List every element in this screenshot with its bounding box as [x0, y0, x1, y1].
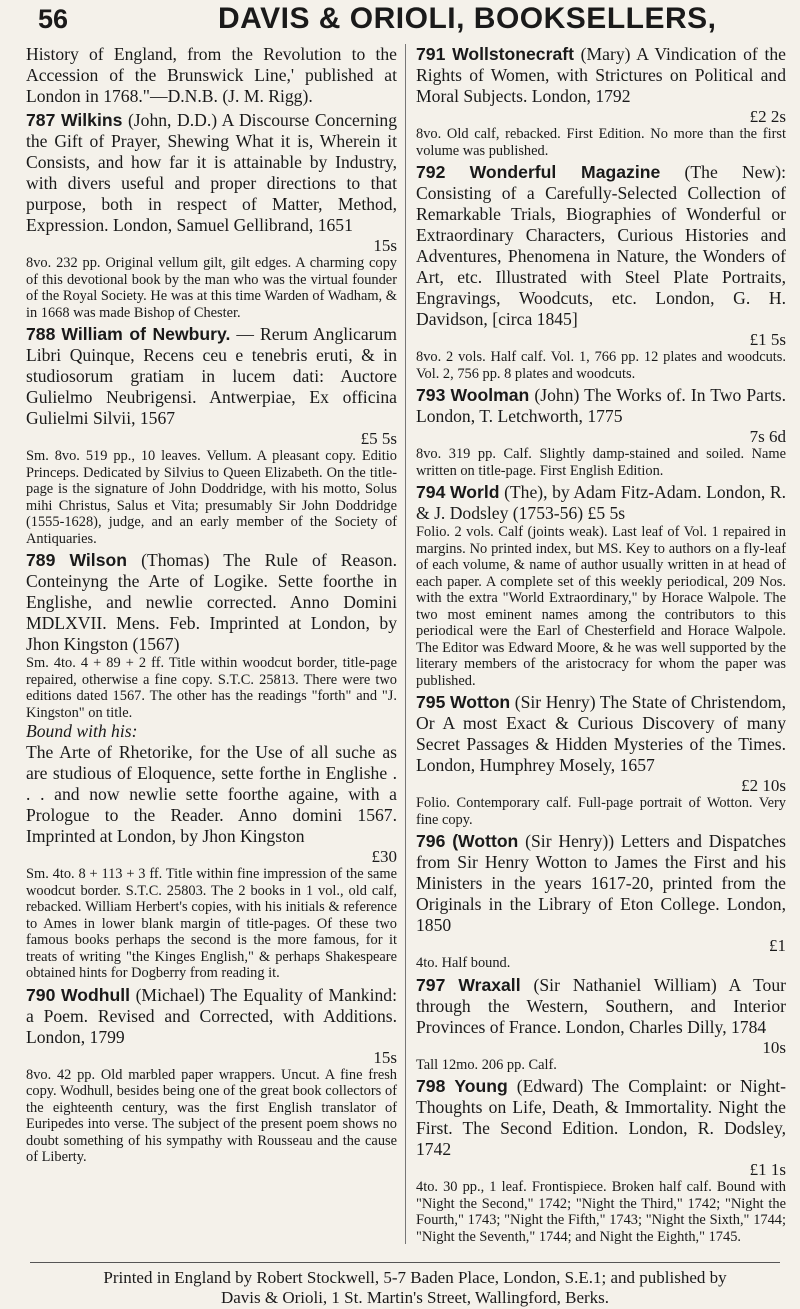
- entry-note: 8vo. 319 pp. Calf. Slightly damp-stained and soiled. Name written on title-page. First English Edition.: [416, 446, 786, 479]
- right-column: [416, 44, 786, 1248]
- imprint-line-2: Davis & Orioli, 1 St. Martin's Street, Wallingford, Berks.: [220, 1288, 610, 1307]
- entry-794: [416, 482, 786, 689]
- entry-title: (Michael) The Equality of Mankind: a Poem. Revised and Corrected, with Additions. London, 1799: [26, 984, 397, 1047]
- entry-author: Woolman: [450, 385, 530, 405]
- entry-author: World: [449, 482, 500, 502]
- entry-number: 791: [416, 44, 446, 64]
- entry-price: £1 1s: [749, 1160, 786, 1179]
- entry-number: 787: [26, 110, 56, 130]
- entry-number: 795: [416, 692, 446, 712]
- entry-number: 796: [416, 831, 446, 851]
- bound-with-label: Bound with his:: [26, 721, 138, 741]
- entry-792: [416, 162, 786, 382]
- entry-793: [416, 385, 786, 479]
- entry-price: £5 5s: [360, 429, 397, 448]
- entry-note: 8vo. Old calf, rebacked. First Edition. No more than the first volume was published.: [416, 126, 786, 159]
- entry-price: £2 10s: [741, 776, 786, 795]
- entry-text: History of England, from the Revolution to the Accession of the Brunswick Line,' published at London in 1768."—D.N.B. (J. M. Rigg).: [26, 44, 397, 106]
- entry-number: 792: [416, 162, 446, 182]
- entry-number: 798: [416, 1076, 446, 1096]
- entry-title: (Mary) A Vindication of the Rights of Women, with Strictures on Political and Moral Subjects. London, 1792: [416, 44, 786, 106]
- entry-note: 8vo. 232 pp. Original vellum gilt, gilt edges. A charming copy of this devotional book by the man who was the virtual founder of the Royal Society. He was at this time Warden of Wadham, & in 1668 was made Bishop of Chester.: [26, 255, 397, 321]
- sub-entry-price: £30: [371, 847, 397, 866]
- entry-title: (Edward) The Complaint: or Night-Thoughts on Life, Death, & Immortality. Night the First. The Second Edition. London, R. Dodsley, 1742: [416, 1076, 786, 1159]
- entry-title: (Sir Nathaniel William) A Tour through the Western, Southern, and Interior Provinces of France. London, Charles Dilly, 1784: [416, 974, 786, 1037]
- entry-798: [416, 1076, 786, 1245]
- entry-title: (John) The Works of. In Two Parts. London, T. Letchworth, 1775: [416, 385, 786, 426]
- entry-note: 8vo. 2 vols. Half calf. Vol. 1, 766 pp. 12 plates and woodcuts. Vol. 2, 756 pp. 8 plates and woodcuts.: [416, 349, 786, 382]
- entry-price: 10s: [762, 1037, 786, 1057]
- entry-price: 15s: [373, 1047, 397, 1067]
- entry-note: 8vo. 42 pp. Old marbled paper wrappers. Uncut. A fine fresh copy. Wodhull, besides being one of the great book collectors of the eighteenth century, was the first English translator of Euripedes into verse. The subject of the present poem shows no doubt something of his sympathy with Rousseau and the cause of Liberty.: [26, 1066, 397, 1165]
- printer-imprint: [50, 1268, 780, 1308]
- entry-note: Sm. 4to. 4 + 89 + 2 ff. Title within woodcut border, title-page repaired, otherwise a fine copy. S.T.C. 25813. There were two editions dated 1567. The other has the readings "forth" and "J. Kingston" on title.: [26, 655, 397, 721]
- entry-author: Wollstonecraft: [452, 44, 574, 64]
- entry-author: Wilkins: [60, 110, 123, 130]
- entry-author: Wotton: [449, 692, 511, 712]
- entry-789: [26, 550, 397, 982]
- entry-author: Wilson: [69, 550, 127, 570]
- entry-number: 793: [416, 385, 446, 405]
- sub-entry-note: Sm. 4to. 8 + 113 + 3 ff. Title within fine impression of the same woodcut border. S.T.C. 25803. The 2 books in 1 vol., old calf, rebacked. William Herbert's copies, with his initials & reference to Ames in lower blank margin of title-pages. Of these two famous books perhaps the second is the more famous, for it treats of writing "the Kinges English," & perhaps Shakespeare obtained hints for Dogberry from reading it.: [26, 866, 397, 981]
- entry-price: £1: [769, 936, 786, 955]
- sub-entry-title: The Arte of Rhetorike, for the Use of all suche as are studious of Eloquence, sette forthe in Englishe . . . and now newlie sette foorthe againe, with a Prologue to the Reader. Anno domini 1567. Imprinted at London, by Jhon Kingston: [26, 742, 397, 846]
- entry-791: [416, 44, 786, 159]
- imprint-line-1: Printed in England by Robert Stockwell, 5-7 Baden Place, London, S.E.1; and published by: [103, 1268, 727, 1287]
- entry-author: William of Newbury.: [61, 324, 231, 344]
- entry-number: 790: [26, 984, 56, 1005]
- entry-788: [26, 324, 397, 547]
- entry-795: [416, 692, 786, 828]
- entry-author: (Wotton: [452, 831, 519, 851]
- entry-title: (The New): Consisting of a Carefully-Selected Collection of Remarkable Trials, Biographies of Wonderful or Extraordinary Characters, Curious Histories and Adventures, Phenomena in Nature, the Wonders of Art, etc. Illustrated with Steel Plate Portraits, Engravings, Woodcuts, etc. London, G. H. Davidson, [circa 1845]: [416, 162, 787, 329]
- entry-note: Folio. 2 vols. Calf (joints weak). Last leaf of Vol. 1 repaired in margins. No printed index, but MS. Key to authors on a fly-leaf of each volume, & name of author usually written in at head of each paper. A complete set of this weekly periodical, 209 Nos. with the extra "World Extraordinary," by Horace Walpole. The two most eminent names among the contributors to this periodical were the Earl of Chesterfield and Horace Walpole. The Editor was Edward Moore, & he was well supported by the literary members of the aristocracy for whom the paper was published.: [416, 524, 786, 689]
- entry-796: [416, 831, 786, 972]
- entry-number: 794: [416, 482, 446, 502]
- entry-number: 788: [26, 324, 56, 344]
- entry-author: Wonderful Magazine: [469, 162, 661, 182]
- entry-title: (John, D.D.) A Discourse Concerning the Gift of Prayer, Shewing What it is, Wherein it Consists, and how far it is attainable by Industry, with divers useful and proper directions to that purpose, both in respect of Matter, Method, Expression. London, Samuel Gellibrand, 1651: [26, 110, 397, 235]
- entry-title: (Sir Henry)) Letters and Dispatches from Sir Henry Wotton to James the First and his Ministers in the years 1617-20, printed from the Originals in the Library of Eton College. London, 1850: [416, 831, 787, 935]
- entry-title: (Sir Henry) The State of Christendom, Or A most Exact & Curious Discovery of many Secret Passages & Hidden Mysteries of the Times. London, Humphrey Mosely, 1657: [416, 692, 786, 775]
- entry-note: 4to. Half bound.: [416, 955, 511, 971]
- page-number: 56: [38, 4, 69, 34]
- entry-note: Folio. Contemporary calf. Full-page portrait of Wotton. Very fine copy.: [416, 795, 786, 828]
- entry-author: Young: [454, 1076, 508, 1096]
- left-column: [26, 44, 397, 1169]
- entry-787: [26, 110, 397, 321]
- entry-continuation: [26, 44, 397, 107]
- entry-author: Wraxall: [458, 974, 521, 995]
- entry-price: 7s 6d: [749, 427, 786, 446]
- entry-note: Tall 12mo. 206 pp. Calf.: [416, 1056, 557, 1073]
- entry-price: £1 5s: [749, 330, 786, 349]
- entry-number: 797: [416, 974, 446, 995]
- footer-rule: [30, 1262, 780, 1263]
- entry-title: (The), by Adam Fitz-Adam. London, R. & J. Dodsley (1753-56) £5 5s: [416, 482, 786, 523]
- entry-price: £2 2s: [749, 107, 786, 126]
- entry-author: Wodhull: [60, 984, 130, 1005]
- entry-title: — Rerum Anglicarum Libri Quinque, Recens ceu e tenebris eruti, & in studiosorum gratiam in lucem dati: Auctore Gulielmo Neubrigensi. Antwerpiae, Ex officina Gulielmi Silvii, 1567: [26, 324, 397, 428]
- entry-price: 15s: [373, 236, 397, 255]
- column-divider: [405, 44, 406, 1244]
- running-head: DAVIS & ORIOLI, BOOKSELLERS,: [218, 2, 717, 35]
- entry-797: [416, 975, 786, 1074]
- entry-title: (Thomas) The Rule of Reason. Conteinyng the Arte of Logike. Sette foorthe in Englishe, and newlie corrected. Anno Domini MDLXVII. Mens. Feb. Imprinted at London, by Jhon Kingston (1567): [26, 550, 397, 654]
- entry-note: Sm. 8vo. 519 pp., 10 leaves. Vellum. A pleasant copy. Editio Princeps. Dedicated by Silvius to Queen Elizabeth. On the title-page is the signature of John Doddridge, with his motto, Solus mihi Christus, Salus et Vita; presumably Sir John Doddridge (1555-1628), judge, and an early member of the Society of Antiquaries.: [26, 448, 397, 547]
- page-header: [38, 4, 782, 40]
- entry-note: 4to. 30 pp., 1 leaf. Frontispiece. Broken half calf. Bound with "Night the Second," 1742; "Night the Third," 1742; "Night the Fourth," 1743; "Night the Fifth," 1743; "Night the Sixth," 1744; "Night the Seventh," 1744; and Night the Eighth," 1745.: [416, 1179, 786, 1245]
- entry-790: [26, 985, 397, 1166]
- entry-number: 789: [26, 550, 56, 570]
